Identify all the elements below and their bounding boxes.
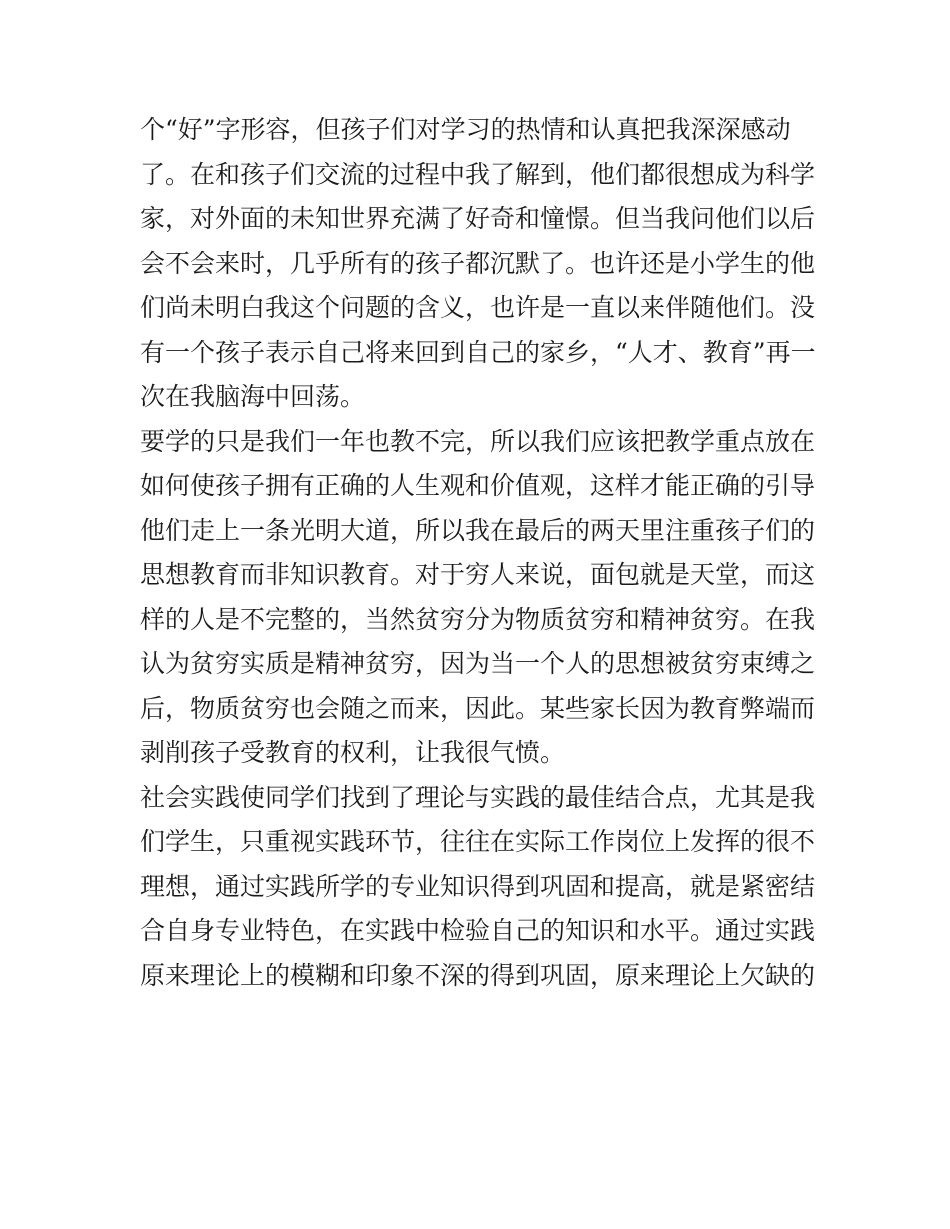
text-line: 们尚未明白我这个问题的含义，也许是一直以来伴随他们。没 [140,293,816,322]
text-line: 会不会来时，几乎所有的孩子都沉默了。也许还是小学生的他 [140,248,816,278]
text-line: 合自身专业特色，在实践中检验自己的知识和水平。通过实践 [140,916,816,945]
body-text [140,108,820,998]
text-line: 有一个孩子表示自己将来回到自己的家乡，“人才、教育”再一 [140,337,816,367]
text-line: 如何使孩子拥有正确的人生观和价值观，这样才能正确的引导 [140,471,816,500]
text-line: 思想教育而非知识教育。对于穷人来说，面包就是天堂，而这 [140,560,816,589]
text-line: 家，对外面的未知世界充满了好奇和憧憬。但当我问他们以后 [140,204,816,233]
text-line: 个“好”字形容，但孩子们对学习的热情和认真把我深深感动 [140,115,791,144]
text-line: 剥削孩子受教育的权利，让我很气愤。 [140,738,566,767]
text-line: 们学生，只重视实践环节，往往在实际工作岗位上发挥的很不 [140,827,816,856]
text-line: 认为贫穷实质是精神贫穷，因为当一个人的思想被贫穷束缚之 [140,649,816,678]
text-line: 了。在和孩子们交流的过程中我了解到，他们都很想成为科学 [140,159,816,189]
text-line: 后，物质贫穷也会随之而来，因此。某些家长因为教育弊端而 [140,693,816,723]
text-line: 社会实践使同学们找到了理论与实践的最佳结合点，尤其是我 [140,782,816,812]
text-line: 他们走上一条光明大道，所以我在最后的两天里注重孩子们的 [140,515,816,545]
text-line: 理想，通过实践所学的专业知识得到巩固和提高，就是紧密结 [140,871,816,901]
text-line: 样的人是不完整的，当然贫穷分为物质贫穷和精神贫穷。在我 [140,604,816,634]
text-line: 原来理论上的模糊和印象不深的得到巩固，原来理论上欠缺的 [140,960,816,990]
text-line: 要学的只是我们一年也教不完，所以我们应该把教学重点放在 [140,426,816,456]
text-line: 次在我脑海中回荡。 [140,382,366,411]
